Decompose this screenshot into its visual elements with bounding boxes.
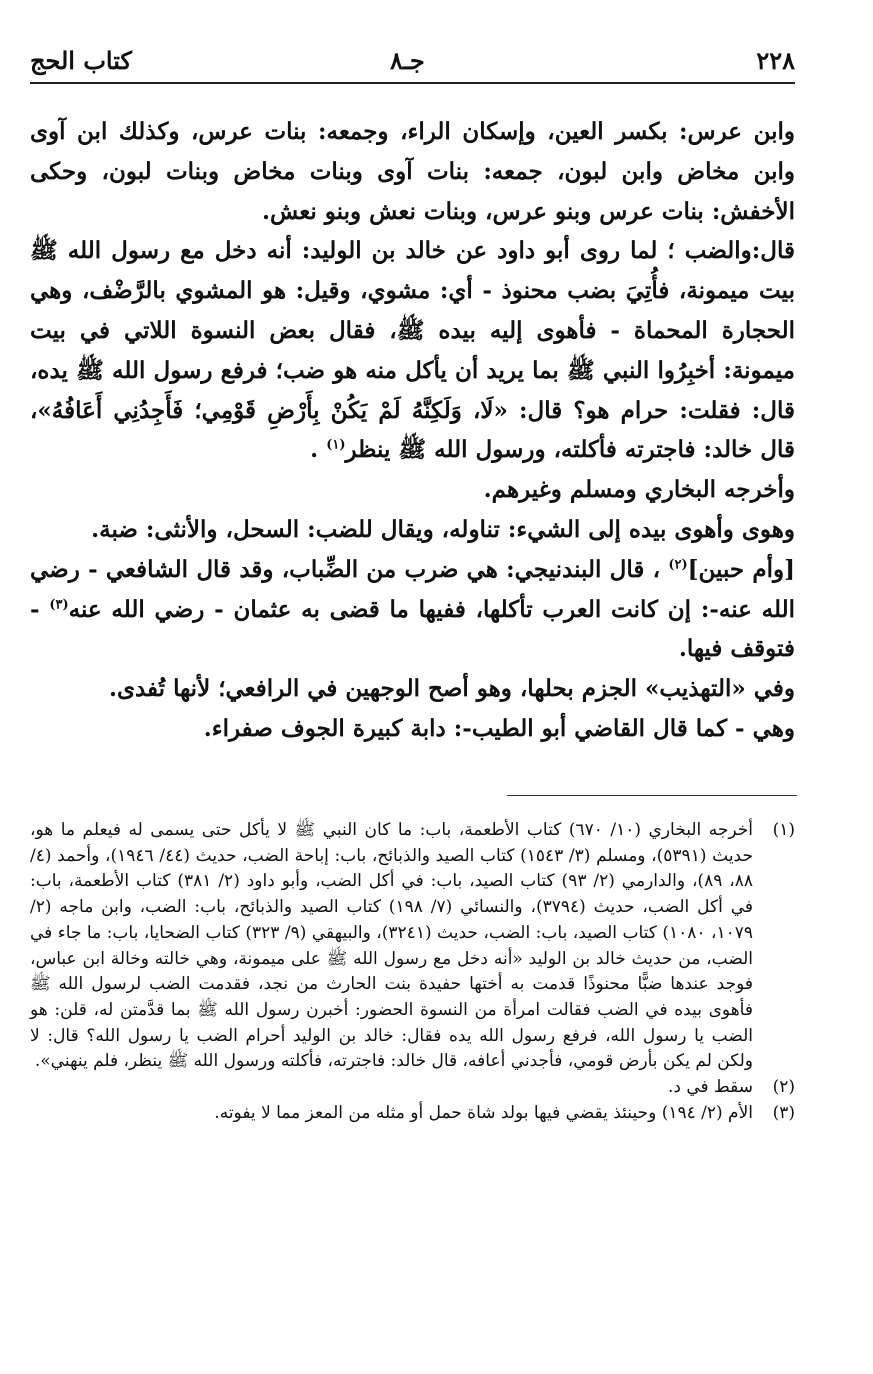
footnote-ref: (١) [326, 437, 346, 453]
paragraph-text: - فتوقف فيها. [30, 595, 795, 663]
footnote-number: (١) [772, 820, 795, 840]
footnote-text: سقط في د. [667, 1077, 753, 1098]
footnote [30, 818, 795, 1075]
paragraph: وهوى وأهوى بيده إلى الشيء: تناوله، ويقال للضب: السحل، والأنثى: ضبة. [91, 515, 795, 543]
paragraph: وهي - كما قال القاضي أبو الطيب-: دابة كبيرة الجوف صفراء. [203, 714, 795, 742]
page-number: ٢٢٨ [756, 46, 795, 75]
footnote-number: (٢) [772, 1077, 795, 1098]
paragraph: وابن عرس: بكسر العين، وإسكان الراء، وجمعه: بنات عرس، وكذلك ابن آوى وابن مخاض وابن لبون، جمعه: بنات آوى وبنات مخاض وبنات لبون، وحكى الأخفش: بنات عرس وبنو عرس، وبنات نعش وبنو نعش. [30, 118, 795, 225]
footnote [30, 1101, 795, 1127]
paragraph [30, 550, 795, 669]
footnote-number: (٣) [772, 1102, 795, 1123]
footnote-text: الأم (٢/ ١٩٤) وحينئذ يقضي فيها بولد شاة حمل أو مثله من المعز مما لا يفوته. [214, 1102, 753, 1123]
paragraph [30, 231, 795, 470]
paragraph-text: ، قال البندنيجي: هي ضرب من الضِّباب، وقد قال الشافعي - رضي الله عنه-: إن كانت العرب تأكلها، ففيها ما قضى به عثمان - رضي الله عنه [30, 555, 795, 623]
paragraph-end: . [310, 436, 327, 464]
footnote-ref: (٢) [668, 557, 688, 573]
footnote-ref: (٣) [49, 596, 69, 612]
footnote-text: أخرجه البخاري (١٠/ ٦٧٠) كتاب الأطعمة، باب: ما كان النبي ﷺ لا يأكل حتى يسمى له فيعلم ما هو، حديث (٥٣٩١)، ومسلم (٣/ ١٥٤٣) كتاب الصيد والذبائح، باب: إباحة الضب، حديث (٤٤/ ١٩٤٦)، وأحمد (٤/ ٨٨، ٨٩)، والدارمي (٢/ ٩٣) كتاب الصيد، باب: في أكل الضب، وأبو داود (٢/ ٣٨١) كتاب الأطعمة، باب: في أكل الضب، حديث (٣٧٩٤)، والنسائي (٧/ ١٩٨) كتاب الصيد والذبائح، باب: الضب، وابن ماجه (٢/ ١٠٧٩، ١٠٨٠) كتاب الصيد، باب: الضب، حديث (٣٢٤١)، والبيهقي (٩/ ٣٢٣) كتاب الضحايا، باب: ما جاء في الضب، من حديث خالد بن الوليد «أنه دخل مع رسول الله ﷺ على ميمونة، وهي خالته وخالة ابن عباس، فوجد عندها ضبًّا محنوذًا قدمت به أختها حفيدة بنت الحارث من نجد، فقدمت الضب لرسول الله ﷺ فأهوى بيده في الضب فقالت امرأة من النسوة الحضور: أخبرن رسول الله ﷺ بما قدَّمتن له، قلن: هو الضب يا رسول الله، فرفع رسول الله يده فقال: خالد بن الوليد أحرام الضب يا رسول الله؟ قال: لا ولكن لم يكن بأرض قومي، فأجدني أعافه، قال خالد: فاجترته، فأكلته ورسول الله ﷺ ينظر، فلم ينهني». [30, 820, 753, 1072]
page-header [30, 42, 795, 84]
main-text [30, 112, 795, 749]
book-title: كتاب الحج [30, 46, 132, 75]
volume-label: جـ٨ [390, 46, 425, 75]
paragraph-text: قال:والضب ؛ لما روى أبو داود عن خالد بن الوليد: أنه دخل مع رسول الله ﷺ بيت ميمونة، فأُتِيَ بضب محنوذ - أي: مشوي، وقيل: هو المشوي بالرَّضْف، وهي الحجارة المحماة - فأهوى إليه بيده ﷺ، فقال بعض النسوة اللاتي في بيت ميمونة: أخبِرُوا النبي ﷺ بما يريد أن يأكل منه هو ضب؛ فرفع رسول الله ﷺ يده، قال: فقلت: حرام هو؟ قال: «لَا، وَلَكِنَّهُ لَمْ يَكُنْ بِأَرْضِ قَوْمِي؛ فَأَجِدُنِي أَعَافُهُ»، قال خالد: فاجترته فأكلته، ورسول الله ﷺ ينظر [30, 237, 795, 464]
footnotes [30, 818, 795, 1126]
paragraph-text: [وأم حبين] [687, 555, 795, 583]
paragraph: وفي «التهذيب» الجزم بحلها، وهو أصح الوجهين في الرافعي؛ لأنها تُفدى. [108, 675, 795, 703]
paragraph: وأخرجه البخاري ومسلم وغيرهم. [483, 476, 795, 504]
footnote [30, 1075, 795, 1101]
footnote-separator [507, 795, 797, 796]
